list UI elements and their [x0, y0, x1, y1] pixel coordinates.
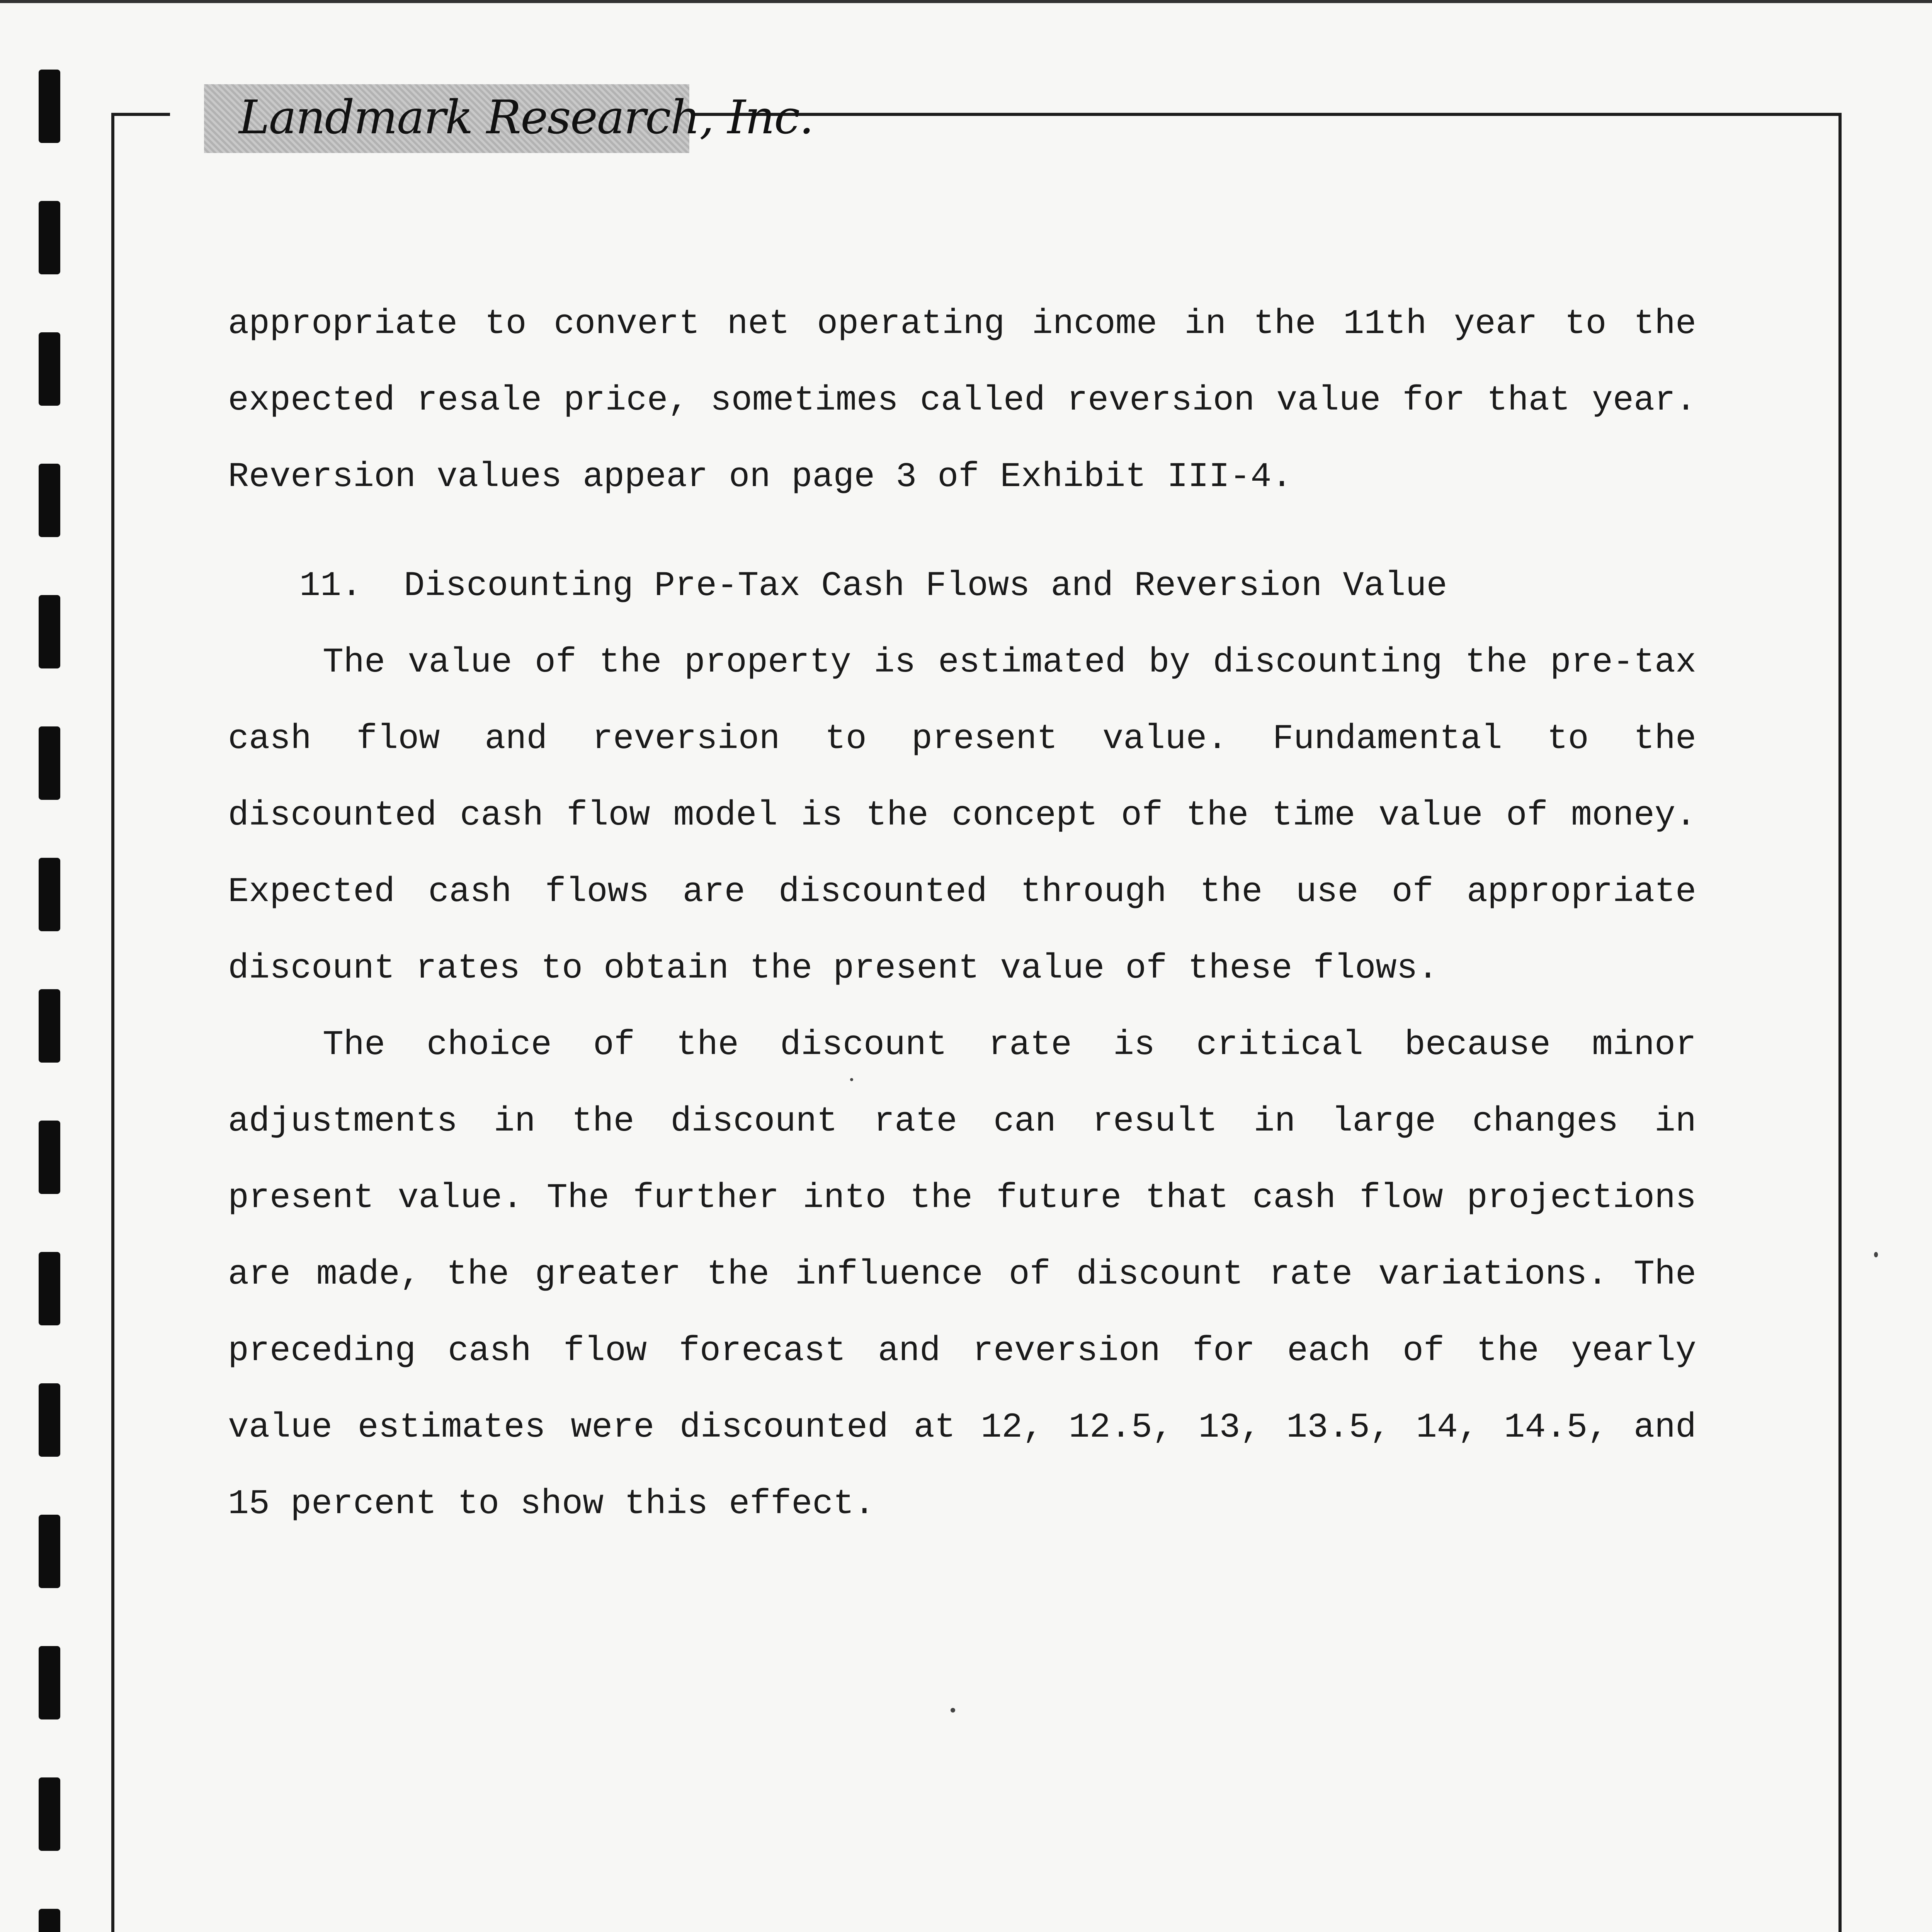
scan-speck	[951, 1708, 955, 1713]
company-name: Landmark Research, Inc.	[239, 91, 813, 145]
scan-speck	[850, 1078, 853, 1081]
scan-top-edge	[0, 0, 1932, 3]
binding-mark	[39, 1515, 60, 1588]
binding-mark	[39, 1909, 60, 1932]
binding-mark	[39, 595, 60, 668]
scan-speck	[1874, 1252, 1878, 1257]
binding-mark	[39, 70, 60, 143]
document-body	[228, 286, 1696, 1543]
binding-mark	[39, 1646, 60, 1719]
binding-mark	[39, 464, 60, 537]
section-title: Discounting Pre-Tax Cash Flows and Reversion Value	[404, 566, 1447, 606]
binding-mark	[39, 726, 60, 800]
binding-mark	[39, 1777, 60, 1851]
paragraph: The value of the property is estimated by discounting the pre-tax cash flow and reversion to present value. Fundamental to the discounted cash flow model is the concept of the time value of money. Expected cash flows are discounted through the use of appropriate discount rates to obtain the present value of these flows.	[228, 643, 1696, 988]
paragraph: The choice of the discount rate is critical because minor adjustments in the discount rate can result in large changes in present value. The further into the future that cash flow projections are made, the greater the influence of discount rate variations. The preceding cash flow forecast and reversion for each of the yearly value estimates were discounted at 12, 12.5, 13, 13.5, 14, 14.5, and 15 percent to show this effect.	[228, 1026, 1696, 1524]
section-heading	[228, 548, 1696, 624]
binding-mark	[39, 1383, 60, 1457]
binding-hole-marks	[39, 70, 62, 1932]
binding-mark	[39, 989, 60, 1063]
paragraph: appropriate to convert net operating income in the 11th year to the expected resale price, sometimes called reversion value for that year. Reversion values appear on page 3 of Exhibit III-4.	[228, 304, 1696, 497]
binding-mark	[39, 858, 60, 931]
binding-mark	[39, 1121, 60, 1194]
binding-mark	[39, 1252, 60, 1325]
binding-mark	[39, 201, 60, 274]
letterhead-logo	[204, 84, 813, 153]
section-number: 11.	[299, 566, 362, 606]
binding-mark	[39, 332, 60, 406]
